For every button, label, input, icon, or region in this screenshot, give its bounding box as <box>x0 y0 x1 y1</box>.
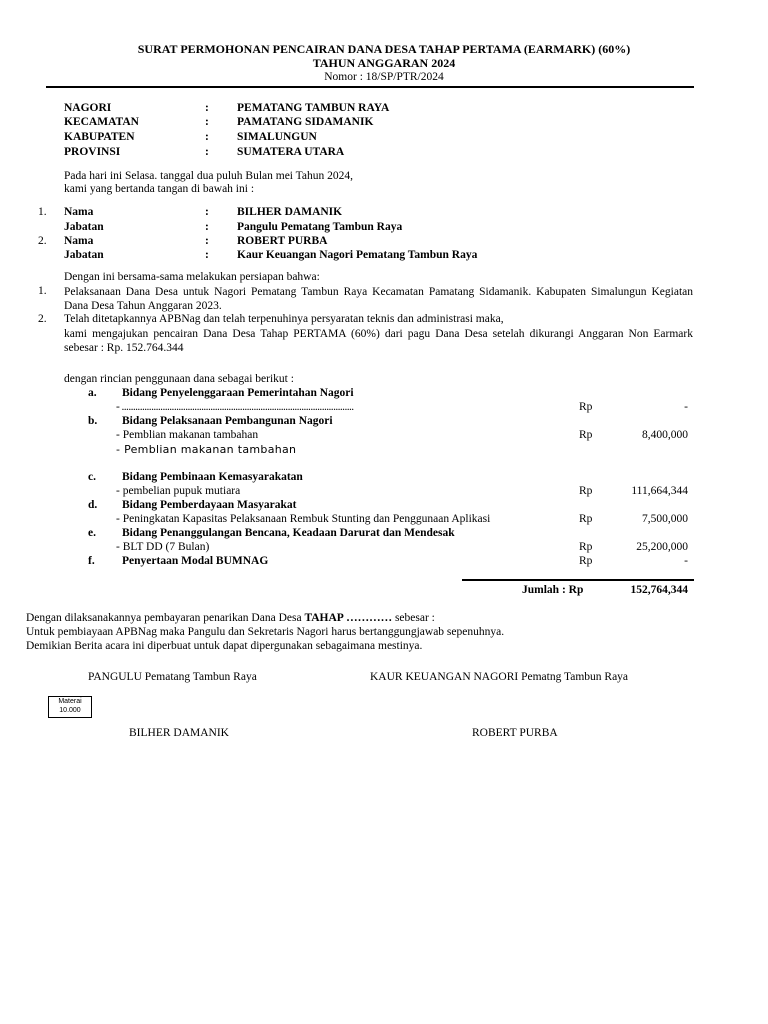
person-sep: : <box>205 206 209 218</box>
statement-point-1: Pelaksanaan Dana Desa untuk Nagori Pematang Tambun Raya Kecamatan Pamatang Sidamanik. Kabupaten Simalungun Kegiatan Dana Desa Tahun Anggaran 2023. <box>64 286 693 312</box>
person-1-name-label: Nama <box>64 206 94 218</box>
section-b-item-2: - Pemblian makanan tambahan <box>116 443 297 456</box>
person-2-job-label: Jabatan <box>64 249 104 261</box>
section-f-amount: - <box>684 555 688 567</box>
section-b-title: Bidang Pelaksanaan Pembangunan Nagori <box>122 415 333 427</box>
identity-label-kabupaten: KABUPATEN <box>64 131 135 143</box>
section-e-currency: Rp <box>579 541 593 553</box>
identity-sep: : <box>205 116 209 128</box>
identity-sep: : <box>205 131 209 143</box>
identity-value-nagori: PEMATANG TAMBUN RAYA <box>237 102 390 114</box>
person-sep: : <box>205 249 209 261</box>
person-1-job: Pangulu Pematang Tambun Raya <box>237 221 403 233</box>
details-lead: dengan rincian penggunaan dana sebagai berikut : <box>64 373 294 385</box>
person-2-name-label: Nama <box>64 235 94 247</box>
section-b-amount: 8,400,000 <box>642 429 688 441</box>
identity-label-nagori: NAGORI <box>64 102 112 114</box>
materai-stamp-line-2: 10.000 <box>59 707 81 714</box>
closing-line-2: Untuk pembiayaan APBNag maka Pangulu dan Sekretaris Nagori harus bertanggungjawab sepenuhnya. <box>26 626 505 638</box>
closing-line-3: Demikian Berita acara ini diperbuat untuk dapat dipergunakan sebagaimana mestinya. <box>26 640 423 652</box>
identity-label-kecamatan: KECAMATAN <box>64 116 139 128</box>
section-d-currency: Rp <box>579 513 593 525</box>
identity-value-kabupaten: SIMALUNGUN <box>237 131 317 143</box>
signature-right-name: ROBERT PURBA <box>472 727 558 739</box>
identity-label-provinsi: PROVINSI <box>64 146 121 158</box>
identity-sep: : <box>205 102 209 114</box>
person-sep: : <box>205 221 209 233</box>
section-d-number: d. <box>88 499 98 511</box>
section-e-item: - BLT DD (7 Bulan) <box>116 541 210 553</box>
materai-stamp-line-1: Materai <box>58 698 82 705</box>
section-b-number: b. <box>88 415 98 427</box>
person-1-number: 1. <box>38 206 47 218</box>
closing-line-1-tahap: TAHAP ………… <box>304 612 393 624</box>
total-label: Jumlah : Rp <box>522 584 584 596</box>
statement-point-2-number: 2. <box>38 313 47 325</box>
materai-stamp <box>48 696 92 718</box>
section-c-currency: Rp <box>579 485 593 497</box>
section-e-number: e. <box>88 527 96 539</box>
section-f-currency: Rp <box>579 555 593 567</box>
total-amount: 152,764,344 <box>630 584 688 596</box>
closing-line-1-text: Dengan dilaksanakannya pembayaran penarikan Dana Desa <box>26 612 305 624</box>
statement-point-2-line-1: Telah ditetapkannya APBNag dan telah terpenuhinya persyaratan teknis dan administrasi maka, <box>64 313 504 325</box>
header-rule <box>46 86 694 88</box>
section-c-amount: 111,664,344 <box>631 485 688 497</box>
section-b-item-1: - Pemblian makanan tambahan <box>116 429 259 441</box>
section-a-title: Bidang Penyelenggaraan Pemerintahan Nagori <box>122 387 354 399</box>
section-a-number: a. <box>88 387 97 399</box>
section-c-title: Bidang Pembinaan Kemasyarakatan <box>122 471 303 483</box>
section-c-number: c. <box>88 471 96 483</box>
identity-sep: : <box>205 146 209 158</box>
person-2-name: ROBERT PURBA <box>237 235 328 247</box>
section-c-item: - pembelian pupuk mutiara <box>116 485 241 497</box>
intro-line-2: kami yang bertanda tangan di bawah ini : <box>64 183 255 195</box>
identity-value-provinsi: SUMATERA UTARA <box>237 146 345 158</box>
person-sep: : <box>205 235 209 247</box>
identity-value-kecamatan: PAMATANG SIDAMANIK <box>237 116 374 128</box>
section-d-amount: 7,500,000 <box>642 513 688 525</box>
statement-point-2-line-2: kami mengajukan pencairan Dana Desa Tahap PERTAMA (60%) dari pagu Dana Desa setelah dikurangi Anggaran Non Earmark sebesar : Rp. 152.764.344 <box>64 328 693 354</box>
section-e-amount: 25,200,000 <box>636 541 688 553</box>
section-a-currency: Rp <box>579 401 593 413</box>
signature-right-title: KAUR KEUANGAN NAGORI Pematng Tambun Raya <box>370 671 629 683</box>
person-2-job: Kaur Keuangan Nagori Pematang Tambun Raya <box>237 249 478 261</box>
section-d-item: - Peningkatan Kapasitas Pelaksanaan Rembuk Stunting dan Penggunaan Aplikasi <box>116 513 491 525</box>
section-f-title: Penyertaan Modal BUMNAG <box>122 555 269 567</box>
closing-line-1 <box>26 612 435 624</box>
document-number: Nomor : 18/SP/PTR/2024 <box>324 71 444 83</box>
person-1-job-label: Jabatan <box>64 221 104 233</box>
section-e-title: Bidang Penanggulangan Bencana, Keadaan Darurat dan Mendesak <box>122 527 455 539</box>
statement-lead: Dengan ini bersama-sama melakukan persiapan bahwa: <box>64 271 320 283</box>
statement-point-1-number: 1. <box>38 285 47 297</box>
person-2-number: 2. <box>38 235 47 247</box>
section-d-title: Bidang Pemberdayaan Masyarakat <box>122 499 297 511</box>
document-title: SURAT PERMOHONAN PENCAIRAN DANA DESA TAHAP PERTAMA (EARMARK) (60%) <box>137 42 631 56</box>
section-f-number: f. <box>88 555 95 567</box>
intro-line-1: Pada hari ini Selasa. tanggal dua puluh Bulan mei Tahun 2024, <box>64 170 353 182</box>
section-a-item: - ...................................................................................................... <box>116 401 354 413</box>
total-rule <box>462 579 694 581</box>
person-1-name: BILHER DAMANIK <box>237 206 343 218</box>
section-b-currency: Rp <box>579 429 593 441</box>
signature-left-title: PANGULU Pematang Tambun Raya <box>88 671 257 683</box>
signature-left-name: BILHER DAMANIK <box>129 727 229 739</box>
closing-line-1-end: sebesar : <box>392 612 435 624</box>
document-subtitle: TAHUN ANGGARAN 2024 <box>312 56 456 70</box>
section-a-amount: - <box>684 401 688 413</box>
